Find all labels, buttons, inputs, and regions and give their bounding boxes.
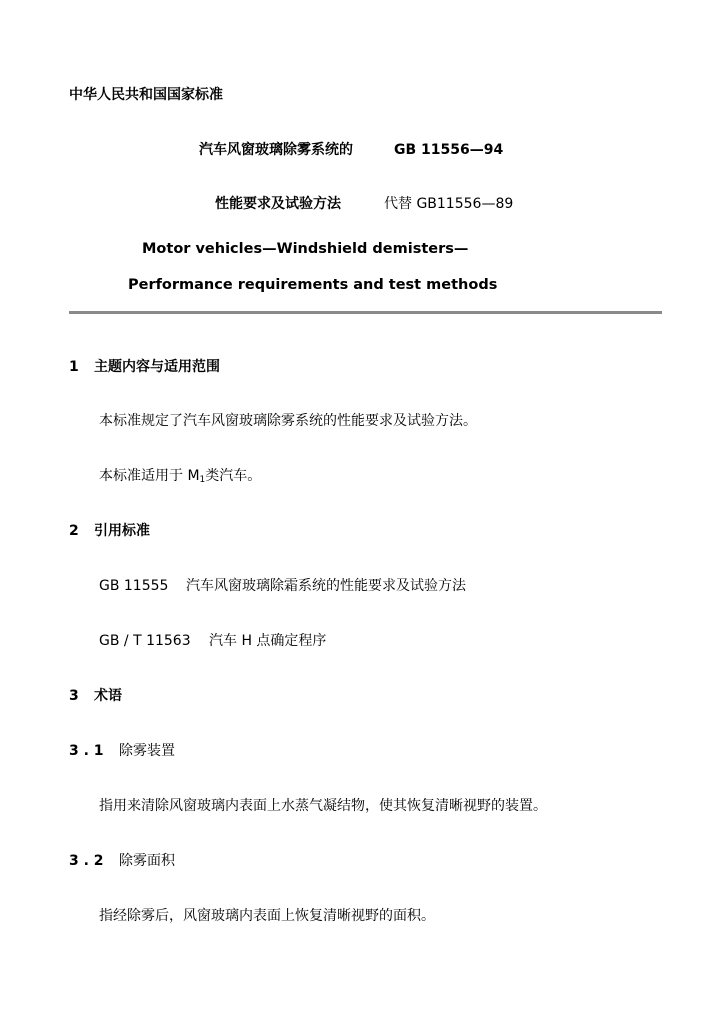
section-1-heading: 主题内容与适用范围 [94,359,220,375]
title-line-1: 汽车风窗玻璃除雾系统的 [199,142,353,158]
english-title-line-2: Performance requirements and test methods [128,277,498,293]
section-3-heading: 术语 [94,688,122,704]
replaces-note: 代替 GB11556—89 [384,196,514,212]
reference-2-code: GB / T 11563 [99,633,191,649]
term-1-number: 3 . 1 [69,743,104,759]
term-2-definition: 指经除雾后，风窗玻璃内表面上恢复清晰视野的面积。 [99,908,435,924]
issuer-text: 中华人民共和国国家标准 [69,87,223,103]
reference-1-title: 汽车风窗玻璃除霜系统的性能要求及试验方法 [186,578,466,594]
section-3-number: 3 [69,688,79,704]
para-2-subscript: 1 [199,475,206,485]
section-1-para-1: 本标准规定了汽车风窗玻璃除雾系统的性能要求及试验方法。 [99,413,477,429]
section-1-para-2 [99,467,261,485]
reference-2-title: 汽车 H 点确定程序 [209,633,327,649]
section-2-number: 2 [69,523,79,539]
term-2-number: 3 . 2 [69,853,104,869]
section-1-number: 1 [69,359,79,375]
para-2-prefix: 本标准适用于 M [99,468,200,484]
standard-number: GB 11556—94 [394,142,504,158]
reference-1-code: GB 11555 [99,578,169,594]
para-2-suffix: 类汽车。 [205,468,262,484]
english-title-line-1: Motor vehicles—Windshield demisters— [142,241,469,257]
title-line-2: 性能要求及试验方法 [215,196,341,212]
section-2-heading: 引用标准 [94,523,150,539]
term-1-name: 除雾装置 [119,743,175,759]
term-1-definition: 指用来清除风窗玻璃内表面上水蒸气凝结物，使其恢复清晰视野的装置。 [99,798,547,814]
term-2-name: 除雾面积 [119,853,175,869]
header-divider [69,311,662,314]
